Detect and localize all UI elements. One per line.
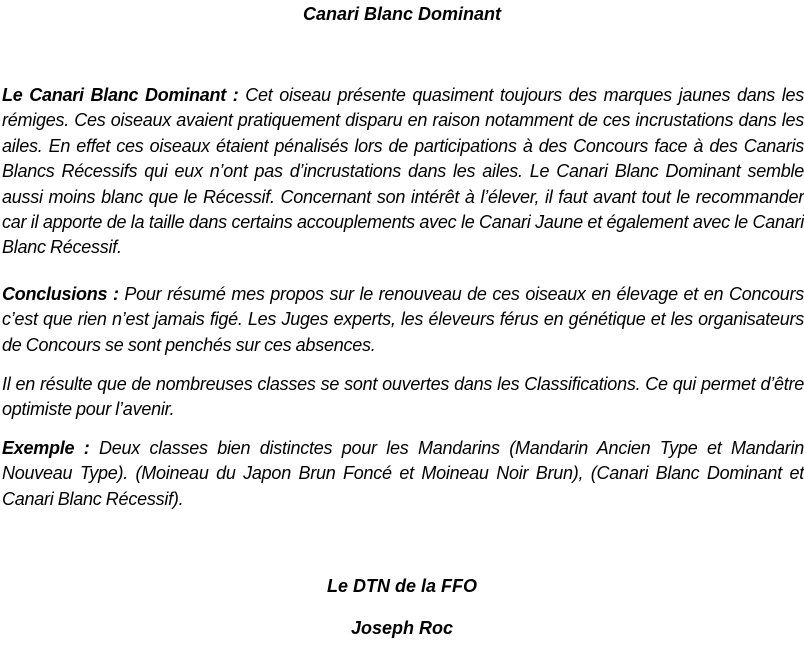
- paragraph-text: Cet oiseau présente quasiment toujours des marques jaunes dans les rémiges. Ces oiseaux avaient pratiquement disparu en raison notamment de ces incrustations dans les ailes. En effet ces oiseaux étaient pénalisés lors de participations à des Concours face à des Canaris Blancs Récessifs qui eux n’ont pas d’incrustations dans les ailes. Le Canari Blanc Dominant semble aussi moins blanc que le Récessif. Concernant son intérêt à l’élever, il faut avant tout le recommander car il apporte de la taille dans certains accouplements avec le Canari Jaune et également avec le Canari Blanc Récessif.: [2, 85, 804, 258]
- paragraph-blanc-dominant: [2, 83, 804, 261]
- document-title: Canari Blanc Dominant: [302, 4, 502, 24]
- paragraph-conclusions: [2, 282, 804, 358]
- paragraph-exemple: [2, 436, 804, 512]
- signature-name: Joseph Roc: [350, 618, 454, 638]
- paragraph-label: Exemple :: [2, 438, 90, 458]
- paragraph-label: Le Canari Blanc Dominant :: [2, 85, 239, 105]
- paragraph-text: Deux classes bien distinctes pour les Mandarins (Mandarin Ancien Type et Mandarin Nouveau Type). (Moineau du Japon Brun Foncé et Moineau Noir Brun), (Canari Blanc Dominant et Canari Blanc Récessif).: [2, 438, 804, 509]
- paragraph-text: Il en résulte que de nombreuses classes se sont ouvertes dans les Classifications. Ce qui permet d’être optimiste pour l’avenir.: [2, 374, 804, 420]
- signature-role: Le DTN de la FFO: [326, 576, 477, 596]
- paragraph-text: Pour résumé mes propos sur le renouveau de ces oiseaux en élevage et en Concours c’est que rien n’est jamais figé. Les Juges experts, les éleveurs férus en génétique et les organisateurs de Concours se sont penchés sur ces absences.: [2, 284, 804, 355]
- paragraph-result: [2, 372, 804, 423]
- paragraph-label: Conclusions :: [2, 284, 119, 304]
